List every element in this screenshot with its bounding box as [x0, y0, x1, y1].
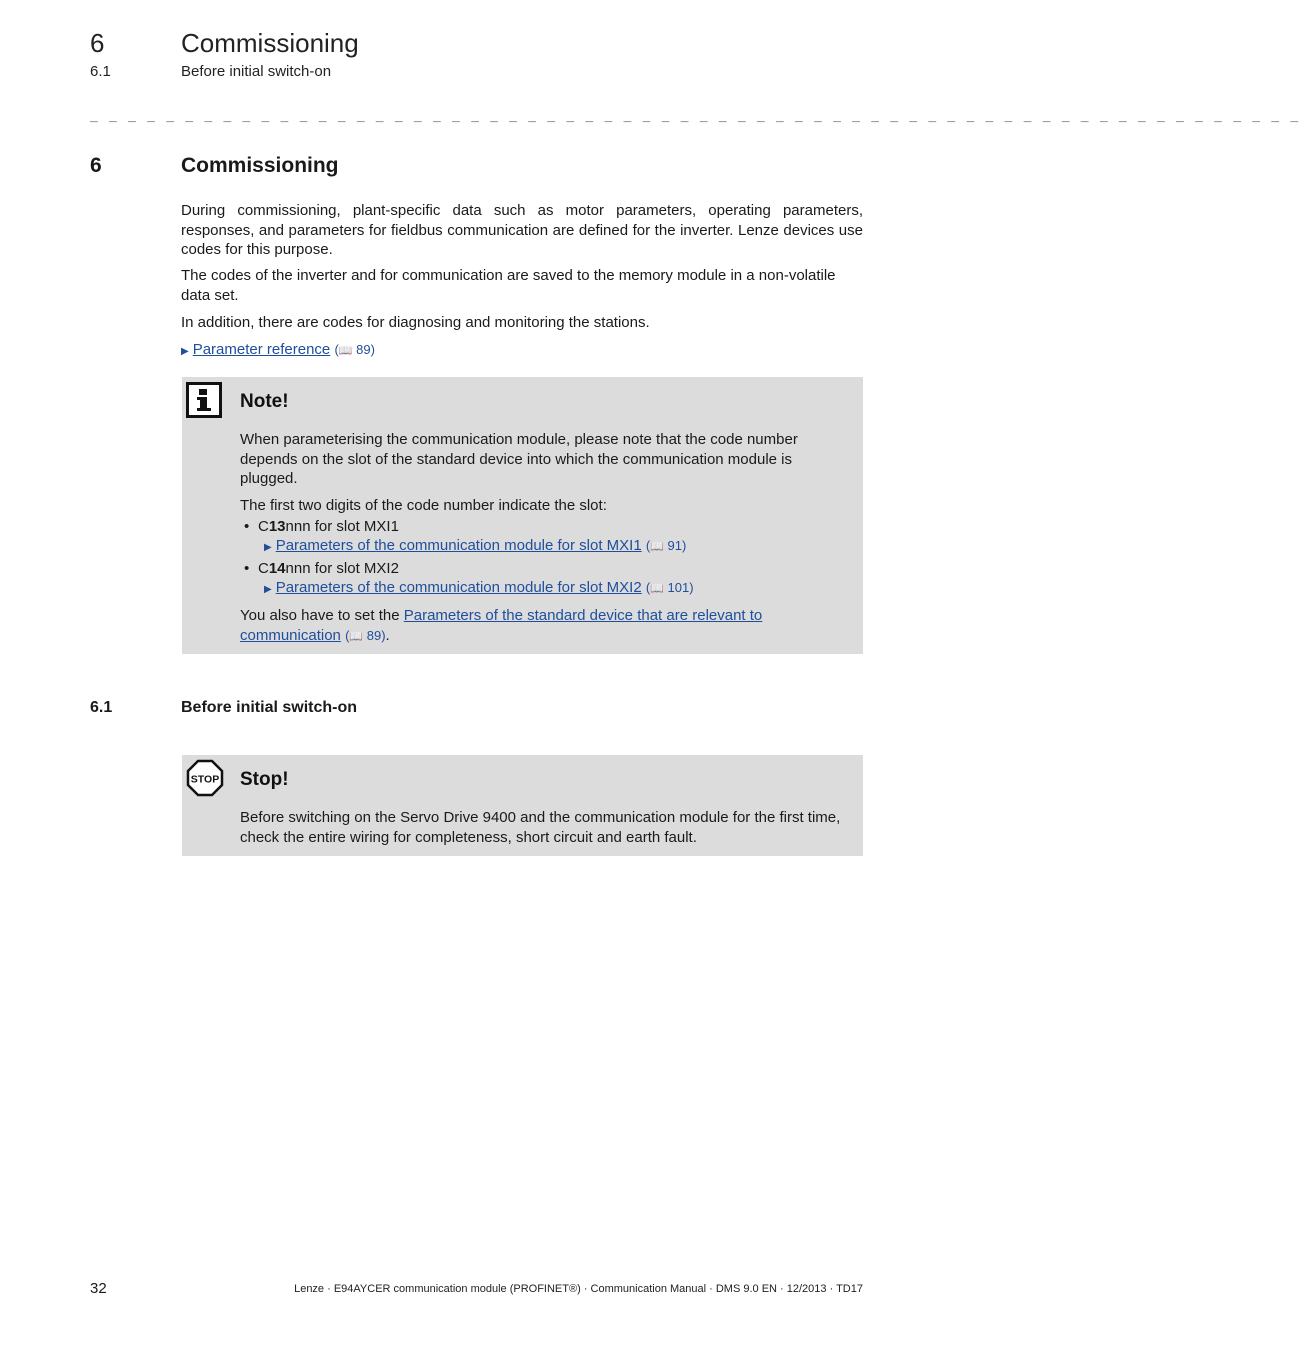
- book-icon: 📖: [650, 583, 664, 595]
- standard-device-parameters-link-continued[interactable]: communication: [240, 626, 341, 644]
- bullet: •: [244, 560, 250, 577]
- list-item: • C14nnn for slot MXI2: [244, 560, 399, 577]
- mxi2-parameters-link[interactable]: Parameters of the communication module for slot MXI2: [275, 579, 642, 596]
- standard-device-parameters-link[interactable]: Parameters of the standard device that are relevant to: [403, 607, 763, 624]
- book-icon: 📖: [349, 630, 364, 643]
- header-separator: _ _ _ _ _ _ _ _ _ _ _ _ _ _ _ _ _ _ _ _ _ _ _ _ _ _ _ _ _ _ _ _ _ _ _ _ _ _ _ _ _ _ _ _ _ _ _ _ _ _ _ _ _ _ _ _ _ _ _ _ _ _ _ _: [90, 108, 1300, 123]
- section-title: Before initial switch-on: [181, 699, 358, 716]
- mxi1-parameters-link[interactable]: Parameters of the communication module for slot MXI1: [275, 537, 642, 554]
- note-paragraph-slot: When parameterising the communication module, please note that the code number depends on the slot of the standard device into which the communication module is plugged.: [240, 431, 798, 487]
- triangle-right-icon: ▶: [264, 584, 272, 595]
- header-chapter-title: Commissioning: [181, 28, 359, 58]
- chapter-title: Commissioning: [181, 154, 339, 177]
- book-icon: 📖: [650, 541, 664, 553]
- page-reference[interactable]: (📖 89): [334, 342, 374, 357]
- mxi1-link-row: [264, 537, 686, 554]
- info-icon: [186, 382, 222, 418]
- note-paragraph-digits: The first two digits of the code number indicate the slot:: [240, 497, 607, 514]
- paragraph-diagnostics: In addition, there are codes for diagnosing and monitoring the stations.: [181, 314, 650, 331]
- parameter-reference-link[interactable]: Parameter reference: [192, 341, 331, 358]
- stop-box: [182, 755, 863, 856]
- note-box: [182, 377, 863, 654]
- stop-sign-label: STOP: [190, 773, 220, 786]
- page-reference-number: 89: [356, 342, 371, 357]
- note-paragraph-standard-device: You also have to set the Parameters of the standard device that are relevant to communication (📖 89).: [240, 606, 850, 647]
- header-chapter-number: 6: [90, 28, 105, 58]
- triangle-right-icon: ▶: [264, 542, 272, 553]
- header-section-title: Before initial switch-on: [181, 63, 332, 80]
- paragraph-memory-module: The codes of the inverter and for communication are saved to the memory module in a non-volatile data set.: [181, 267, 836, 304]
- section-number: 6.1: [90, 699, 113, 716]
- stop-title: Stop!: [240, 769, 289, 790]
- page-reference[interactable]: (📖 91): [645, 538, 687, 553]
- paragraph-commissioning-intro: During commissioning, plant-specific data such as motor parameters, operating parameters, responses, and parameters for fieldbus communication are defined for the inverter. Lenze devices use codes for this purpose.: [181, 202, 863, 258]
- stop-sign-icon: [186, 759, 224, 797]
- page-number: 32: [90, 1280, 107, 1297]
- page-reference[interactable]: (📖 89): [345, 628, 385, 643]
- footer-document-info: Lenze · E94AYCER communication module (PROFINET®) · Communication Manual · DMS 9.0 EN · 12/2013 · TD17: [294, 1283, 863, 1295]
- bullet: •: [244, 518, 250, 535]
- stop-text: Before switching on the Servo Drive 9400 and the communication module for the first time, check the entire wiring for completeness, short circuit and earth fault.: [240, 809, 841, 846]
- note-title: Note!: [240, 391, 289, 412]
- chapter-number: 6: [90, 154, 102, 177]
- book-icon: 📖: [338, 345, 353, 357]
- list-item: • C13nnn for slot MXI1: [244, 518, 399, 535]
- mxi2-link-row: [264, 579, 694, 596]
- page-reference[interactable]: (📖 101): [645, 580, 694, 595]
- parameter-reference-link-row: [181, 340, 863, 362]
- triangle-right-icon: ▶: [181, 346, 189, 357]
- header-section-number: 6.1: [90, 63, 111, 80]
